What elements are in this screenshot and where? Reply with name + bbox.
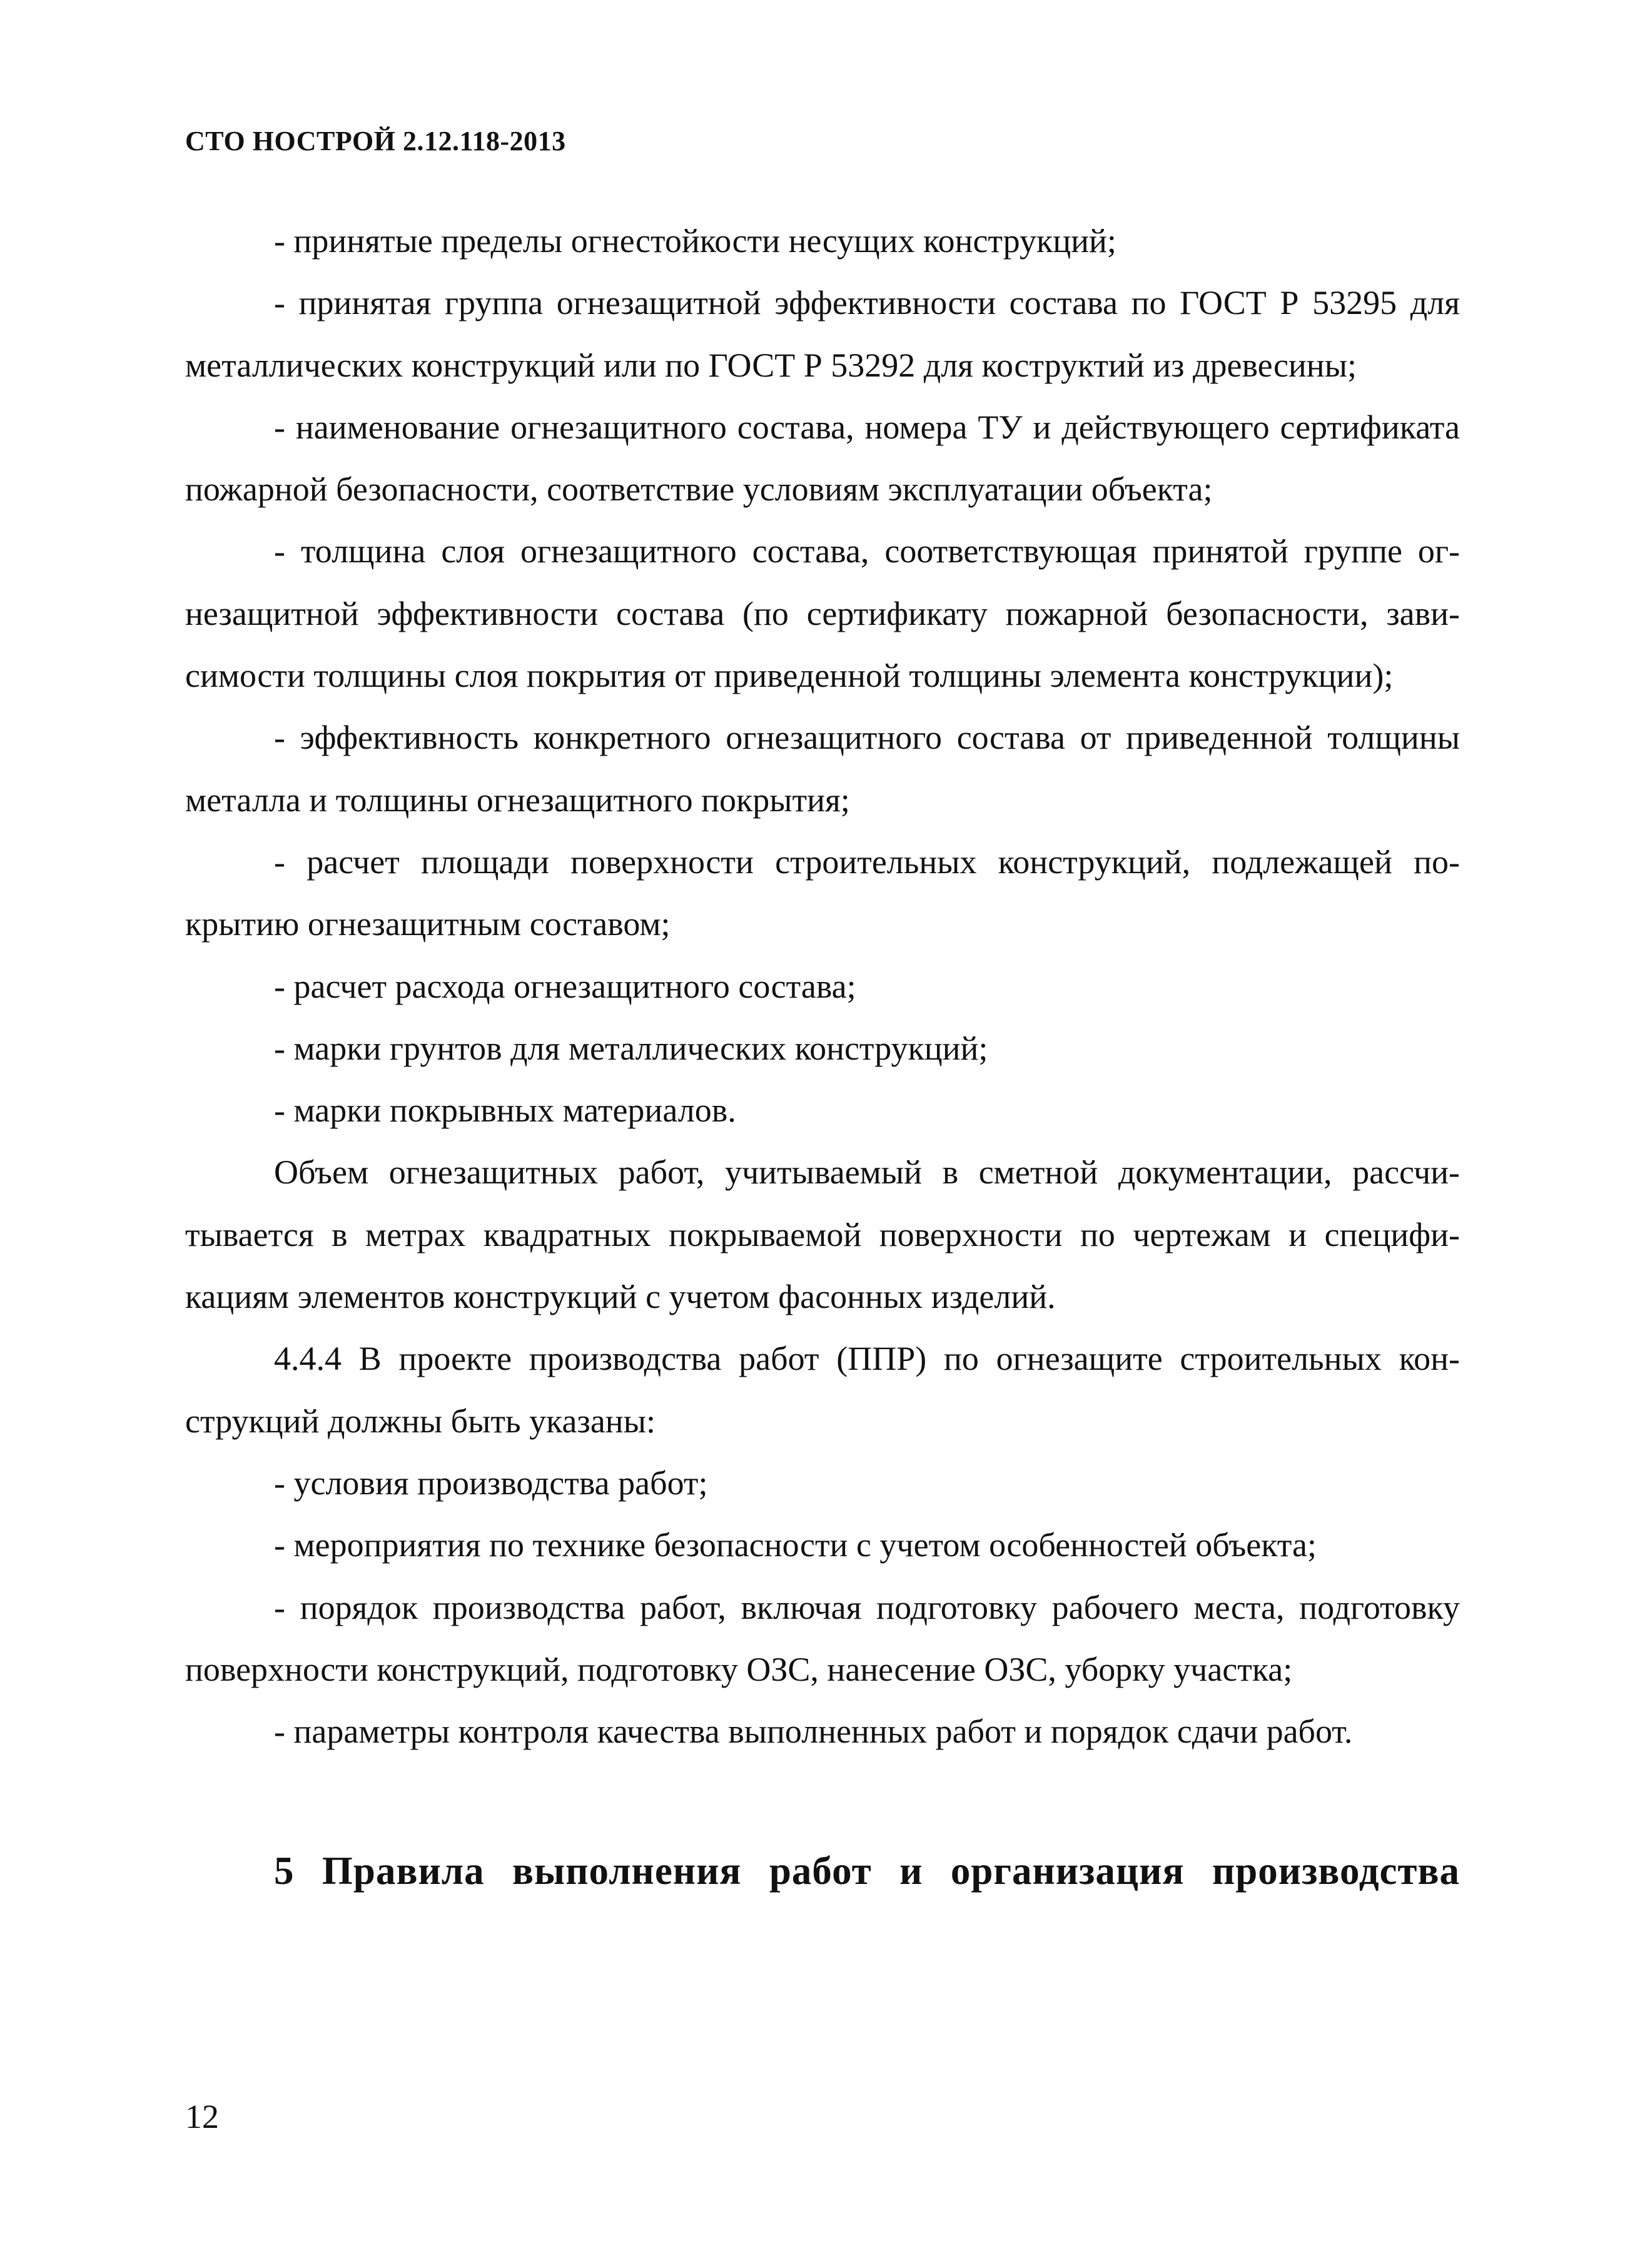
paragraph-work-volume: Объем огнезащитных работ, учитываемый в сметной документации, рассчитывается в метрах квадратных покрываемой поверхности по чертежам и спецификациям элементов конструкций с учетом фасонных изделий.	[185, 1153, 1460, 1316]
chapter-heading: 5 Правила выполнения работ и организация производства	[274, 1849, 1460, 1893]
list-item-safety-measures: - мероприятия по технике безопасности с учетом особенностей объекта;	[274, 1526, 1317, 1564]
list-item-composition-efficiency: - эффективность конкретного огнезащитного состава от приведенной толщины металла и толщины огнезащитного покрытия;	[185, 719, 1460, 819]
list-item-fire-resistance-limits: - принятые пределы огнестойкости несущих конструкций;	[274, 222, 1116, 260]
list-item-work-procedure: - порядок производства работ, включая подготовку рабочего места, подготовку поверхности конструкций, подготовку ОЗС, нанесение ОЗС, уборку участка;	[185, 1588, 1460, 1688]
list-item-primer-grades: - марки грунтов для металлических конструкций;	[274, 1029, 988, 1067]
page-number: 12	[185, 2098, 219, 2135]
standard-code-header: СТО НОСТРОЙ 2.12.118-2013	[185, 126, 566, 156]
list-item-fire-protection-group: - принятая группа огнезащитной эффективности состава по ГОСТ Р 53295 для металлических конструкций или по ГОСТ Р 53292 для коструктий из древесины;	[185, 284, 1460, 384]
list-item-layer-thickness: - толщина слоя огнезащитного состава, соответствующая принятой группе огнезащитной эффективности состава (по сертификату пожарной безопасности, зависимости толщины слоя покрытия от приведенной толщины элемента конструкции);	[185, 532, 1460, 695]
list-item-consumption-calculation: - расчет расхода огнезащитного состава;	[274, 967, 856, 1005]
list-item-surface-area-calculation: - расчет площади поверхности строительных конструкций, подлежащей покрытию огнезащитным составом;	[185, 843, 1460, 943]
list-item-quality-control: - параметры контроля качества выполненных работ и порядок сдачи работ.	[274, 1713, 1353, 1751]
list-item-composition-name: - наименование огнезащитного состава, номера ТУ и действующего сертификата пожарной безопасности, соответствие условиям эксплуатации объекта;	[185, 408, 1460, 509]
list-item-work-conditions: - условия производства работ;	[274, 1464, 708, 1502]
document-body	[185, 210, 1460, 1763]
paragraph-section-4-4-4: 4.4.4 В проекте производства работ (ППР) по огнезащите строительных конструкций должны быть указаны:	[185, 1340, 1460, 1440]
list-item-coating-materials: - марки покрывных материалов.	[274, 1091, 736, 1130]
